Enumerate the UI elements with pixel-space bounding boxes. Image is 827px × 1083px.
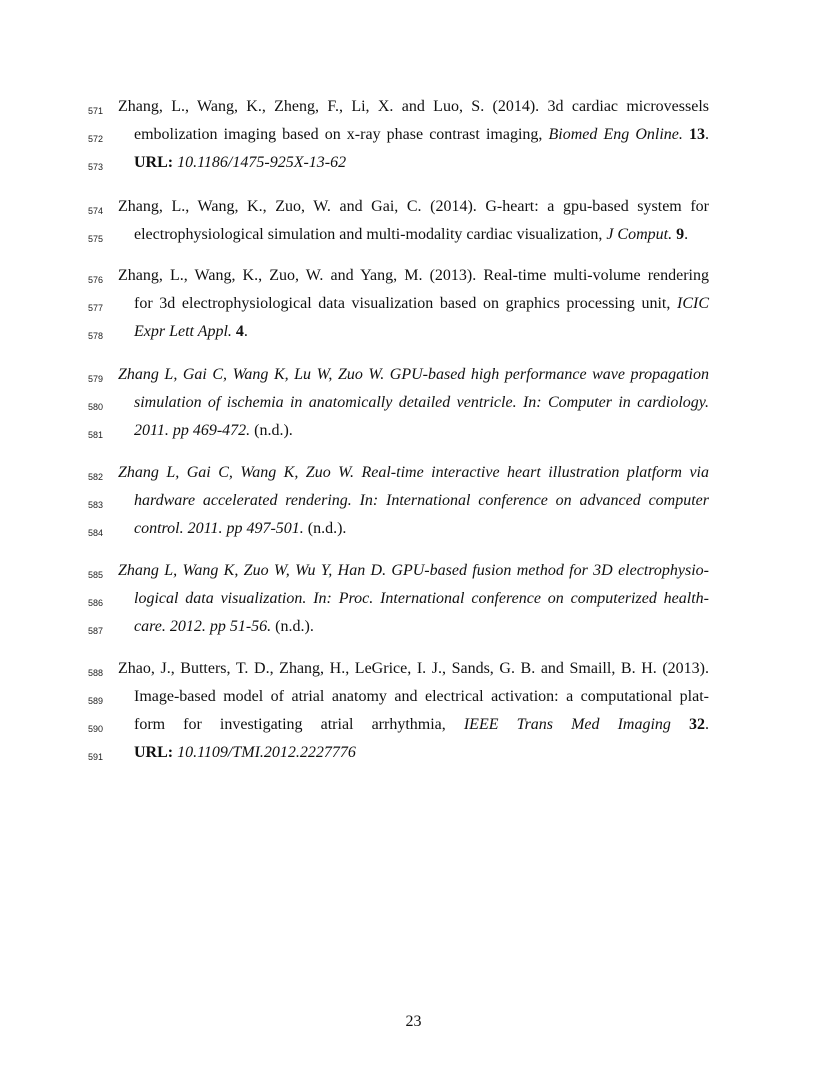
line-number: 581 — [87, 430, 103, 440]
reference-text — [134, 687, 709, 707]
reference-line — [0, 659, 827, 687]
bold-text: 4 — [235, 323, 244, 340]
reference-line — [0, 197, 827, 225]
line-number: 577 — [87, 303, 103, 313]
bold-text: 9 — [676, 226, 685, 243]
reference-text — [118, 659, 709, 679]
line-number: 590 — [87, 724, 103, 734]
reference-text — [118, 561, 709, 581]
reference-text — [134, 715, 709, 735]
italic-text: Zhang L, Wang K, Zuo W, Wu Y, Han D. GPU-based fusion method for 3D electrophysio- — [118, 562, 709, 579]
line-number: 587 — [87, 626, 103, 636]
text-segment: (n.d.). — [250, 422, 293, 439]
italic-text: Biomed Eng Online. — [548, 126, 683, 143]
line-number: 579 — [87, 374, 103, 384]
reference-line — [0, 266, 827, 294]
text-segment: . — [684, 226, 689, 243]
reference-line — [0, 463, 827, 491]
text-segment: for 3d electrophysiological data visualization based on graphics processing unit, — [134, 295, 677, 312]
reference-line — [0, 97, 827, 125]
reference-line — [0, 519, 827, 547]
text-segment: form for investigating atrial arrhythmia, — [134, 716, 464, 733]
italic-text: 2011. pp 469-472. — [134, 422, 251, 439]
reference-line — [0, 393, 827, 421]
reference-text — [118, 365, 709, 385]
reference-line — [0, 322, 827, 350]
line-number: 585 — [87, 570, 103, 580]
bold-text: URL: — [134, 154, 174, 171]
italic-text: J Comput. — [606, 226, 673, 243]
italic-text: 10.1109/TMI.2012.2227776 — [177, 744, 356, 761]
line-number: 588 — [87, 668, 103, 678]
italic-text: control. 2011. pp 497-501. — [134, 520, 304, 537]
text-segment: embolization imaging based on x-ray phase contrast imaging, — [134, 126, 549, 143]
reference-line — [0, 561, 827, 589]
italic-text: care. 2012. pp 51-56. — [134, 618, 272, 635]
italic-text: Zhang L, Gai C, Wang K, Zuo W. Real-time interactive heart illustration platform via — [118, 464, 709, 481]
line-number: 586 — [87, 598, 103, 608]
italic-text: Zhang L, Gai C, Wang K, Lu W, Zuo W. GPU-based high performance wave propagation — [118, 366, 709, 383]
reference-line — [0, 715, 827, 743]
text-segment: . — [705, 716, 710, 733]
reference-text — [134, 519, 709, 539]
reference-text — [118, 266, 709, 286]
italic-text: ICIC — [677, 295, 709, 312]
reference-text — [134, 491, 709, 511]
reference-text — [134, 225, 709, 245]
reference-text — [134, 393, 709, 413]
reference-line — [0, 421, 827, 449]
reference-line — [0, 617, 827, 645]
text-segment: . — [243, 323, 248, 340]
reference-line — [0, 743, 827, 771]
text-segment — [671, 716, 689, 733]
line-number: 576 — [87, 275, 103, 285]
bold-text: 13 — [689, 126, 706, 143]
line-number: 583 — [87, 500, 103, 510]
reference-line — [0, 153, 827, 181]
reference-text — [118, 463, 709, 483]
reference-text — [134, 421, 709, 441]
bold-text: 32 — [689, 716, 706, 733]
reference-text — [118, 97, 709, 117]
line-number: 573 — [87, 162, 103, 172]
text-segment: (n.d.). — [271, 618, 314, 635]
line-number: 572 — [87, 134, 103, 144]
italic-text: logical data visualization. In: Proc. International conference on computerized health- — [134, 590, 709, 607]
text-segment: Image-based model of atrial anatomy and electrical activation: a computational plat- — [134, 688, 709, 705]
line-number: 578 — [87, 331, 103, 341]
line-number: 582 — [87, 472, 103, 482]
text-segment: Zhang, L., Wang, K., Zuo, W. and Gai, C. (2014). G-heart: a gpu-based system for — [118, 198, 709, 215]
italic-text: Expr Lett Appl. — [134, 323, 232, 340]
text-segment: Zhang, L., Wang, K., Zheng, F., Li, X. and Luo, S. (2014). 3d cardiac microvessels — [118, 98, 709, 115]
reference-text — [134, 589, 709, 609]
text-segment: (n.d.). — [303, 520, 347, 537]
line-number: 591 — [87, 752, 103, 762]
reference-line — [0, 687, 827, 715]
line-number: 584 — [87, 528, 103, 538]
reference-line — [0, 294, 827, 322]
line-number: 575 — [87, 234, 103, 244]
text-segment: . — [705, 126, 710, 143]
italic-text: 10.1186/1475-925X-13-62 — [177, 154, 347, 171]
line-number: 574 — [87, 206, 103, 216]
reference-text — [118, 197, 709, 217]
reference-text — [134, 153, 709, 173]
bold-text: URL: — [134, 744, 174, 761]
line-number: 571 — [87, 106, 103, 116]
line-number: 589 — [87, 696, 103, 706]
reference-text — [134, 617, 709, 637]
reference-text — [134, 125, 709, 145]
reference-line — [0, 589, 827, 617]
reference-text — [134, 322, 709, 342]
page-number: 23 — [405, 1013, 422, 1030]
text-segment: Zhang, L., Wang, K., Zuo, W. and Yang, M. (2013). Real-time multi-volume rendering — [118, 267, 709, 284]
reference-line — [0, 125, 827, 153]
reference-line — [0, 365, 827, 393]
reference-line — [0, 491, 827, 519]
reference-text — [134, 743, 709, 763]
reference-text — [134, 294, 709, 314]
text-segment: Zhao, J., Butters, T. D., Zhang, H., LeGrice, I. J., Sands, G. B. and Smaill, B. H. (2013). — [118, 660, 709, 677]
italic-text: simulation of ischemia in anatomically detailed ventricle. In: Computer in cardiology. — [134, 394, 709, 411]
text-segment: electrophysiological simulation and multi-modality cardiac visualization, — [134, 226, 607, 243]
line-number: 580 — [87, 402, 103, 412]
italic-text: IEEE Trans Med Imaging — [463, 716, 671, 733]
reference-line — [0, 225, 827, 253]
italic-text: hardware accelerated rendering. In: International conference on advanced computer — [134, 492, 709, 509]
